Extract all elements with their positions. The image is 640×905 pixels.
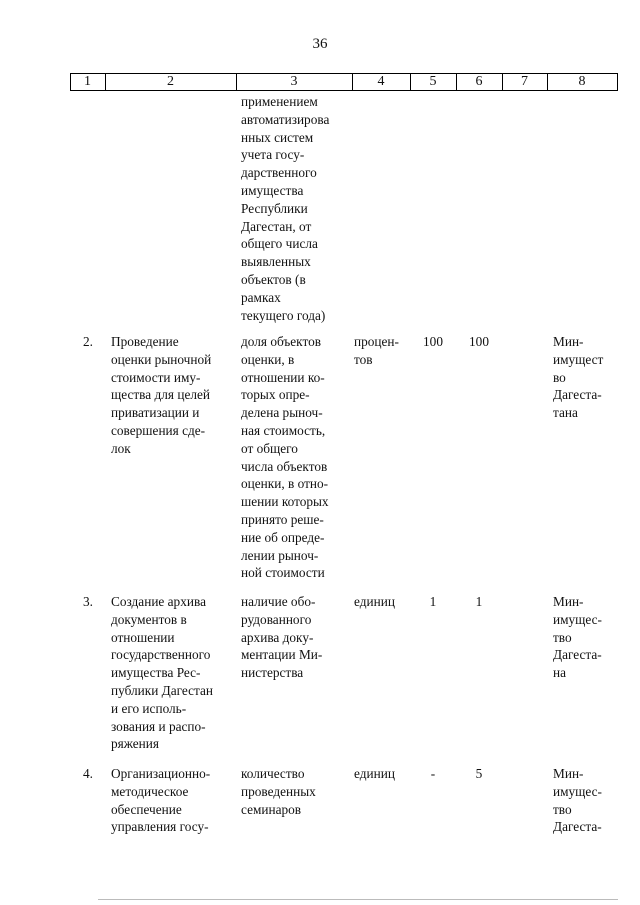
unit-of-measure: процен- тов [354,334,399,367]
value-col5: 1 [429,594,437,609]
row-number: 2. [83,334,93,349]
column-header-4: 4 [377,74,385,89]
scan-bottom-edge [98,899,618,900]
column-divider [617,73,618,90]
page-number: 36 [312,36,328,52]
indicator-name: наличие обо- рудованного архива доку- ментации Ми- нистерства [241,594,323,681]
column-header-7: 7 [521,74,528,89]
responsible-executor: Мин- имущест во Дагеста- тана [553,334,604,421]
value-col5: 100 [423,334,443,349]
column-header-2: 2 [167,74,174,89]
unit-of-measure: единиц [354,594,395,609]
row-continuation-indicator: применением автоматизирова нных систем учета госу- дарственного имущества Республики Дагестан, от общего числа выявленных объектов (в рамках текущего года) [241,94,330,323]
value-col6: 100 [469,334,489,349]
row-number: 3. [83,594,93,609]
indicator-name: доля объектов оценки, в отношении ко- торых опре- делена рыноч- ная стоимость, от общего числа объектов оценки, в отно- шении которых принято реше- ние об опреде- лении рыноч- ной стоимости [241,334,329,581]
unit-of-measure: единиц [354,766,395,781]
column-header-8: 8 [578,74,586,89]
value-col6: 1 [475,594,483,609]
measure-name: Создание архива документов в отношении государственного имущества Рес- публики Дагестан и его исполь- зования и распо- ряжения [111,594,214,752]
value-col5: - [430,766,436,781]
responsible-executor: Мин- имущес- тво Дагеста- [553,766,602,835]
column-header-5: 5 [429,74,437,89]
indicator-name: количество проведенных семинаров [241,766,316,817]
column-header-1: 1 [84,74,91,89]
measure-name: Организационно- методическое обеспечение управления госу- [111,766,211,835]
measure-name: Проведение оценки рыночной стоимости иму- щества для целей приватизации и совершения сде- лок [111,334,212,456]
responsible-executor: Мин- имущес- тво Дагеста- на [553,594,602,681]
value-col6: 5 [475,766,483,781]
column-header-3: 3 [290,74,298,89]
row-number: 4. [83,766,93,781]
table-header-bottom-border [70,90,618,91]
column-header-6: 6 [475,74,483,89]
